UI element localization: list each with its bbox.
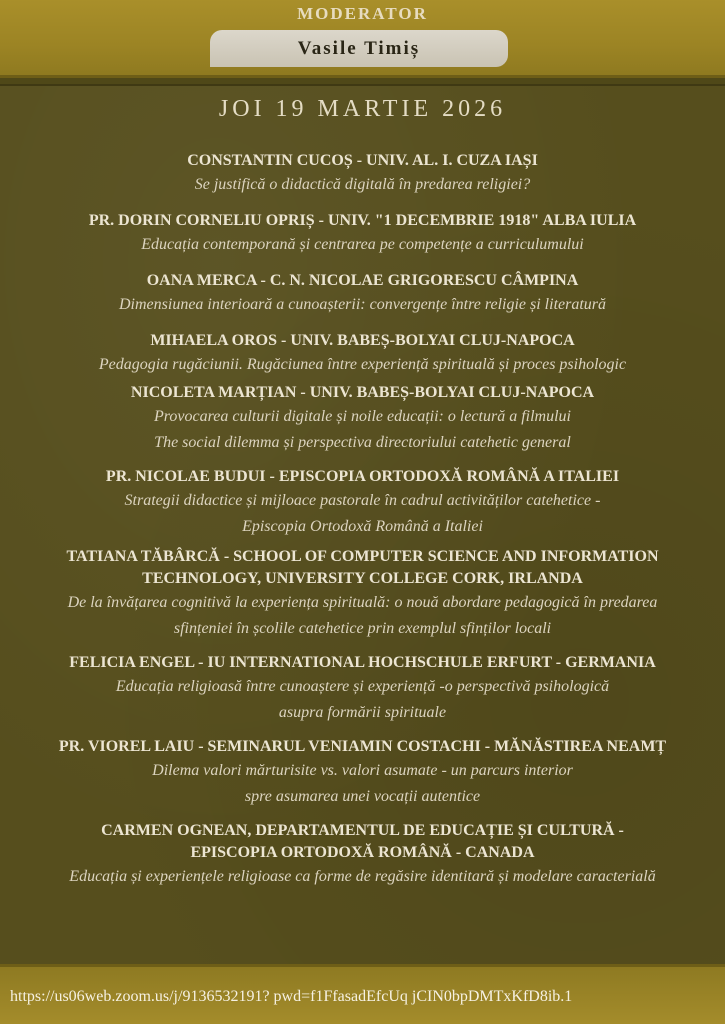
- speaker-list: [0, 150, 725, 890]
- speaker-name: CONSTANTIN CUCOȘ - UNIV. AL. I. CUZA IAȘI: [187, 152, 538, 169]
- talk-title: Educația și experiențele religioase ca forme de regăsire identitară și modelare caracterială: [69, 868, 656, 885]
- speaker-entry: [0, 820, 725, 890]
- speaker-name: PR. VIOREL LAIU - SEMINARUL VENIAMIN COSTACHI - MĂNĂSTIREA NEAMȚ: [58, 738, 667, 755]
- moderator-label: MODERATOR: [297, 4, 428, 23]
- speaker-name: OANA MERCA - C. N. NICOLAE GRIGORESCU CÂMPINA: [146, 272, 579, 289]
- speaker-entry: [0, 382, 725, 456]
- speaker-entry: [0, 546, 725, 642]
- speaker-name: NICOLETA MARȚIAN - UNIV. BABEȘ-BOLYAI CLUJ-NAPOCA: [130, 384, 595, 401]
- speaker-entry: [0, 210, 725, 258]
- speaker-entry: [0, 330, 725, 378]
- speaker-name: PR. DORIN CORNELIU OPRIȘ - UNIV. "1 DECEMBRIE 1918" ALBA IULIA: [88, 212, 637, 229]
- speaker-name: CARMEN OGNEAN, DEPARTAMENTUL DE EDUCAȚIE ȘI CULTURĂ -: [101, 822, 624, 839]
- speaker-entry: [0, 652, 725, 726]
- speaker-name: PR. NICOLAE BUDUI - EPISCOPIA ORTODOXĂ ROMÂNĂ A ITALIEI: [105, 468, 620, 485]
- talk-title: spre asumarea unei vocații autentice: [244, 788, 481, 805]
- speaker-entry: [0, 466, 725, 540]
- speaker-entry: [0, 736, 725, 810]
- talk-title: The social dilemma și perspectiva directoriului catehetic general: [154, 434, 571, 451]
- talk-title: Dimensiunea interioară a cunoașterii: convergențe între religie și literatură: [118, 296, 607, 313]
- speaker-name: TECHNOLOGY, UNIVERSITY COLLEGE CORK, IRLANDA: [142, 570, 583, 587]
- speaker-name: MIHAELA OROS - UNIV. BABEȘ-BOLYAI CLUJ-NAPOCA: [150, 332, 575, 349]
- talk-title: Se justifică o didactică digitală în predarea religiei?: [194, 176, 531, 193]
- moderator-name-badge: [210, 30, 508, 67]
- zoom-meeting-link[interactable]: https://us06web.zoom.us/j/9136532191? pwd=f1FfasadEfcUq jCIN0bpDMTxKfD8ib.1: [10, 988, 573, 1005]
- talk-title: Educația religioasă între cunoaștere și experiență -o perspectivă psihologică: [115, 678, 610, 695]
- talk-title: Pedagogia rugăciunii. Rugăciunea între experiență spirituală și proces psihologic: [98, 356, 627, 373]
- talk-title: Dilema valori mărturisite vs. valori asumate - un parcurs interior: [152, 762, 573, 779]
- talk-title: asupra formării spirituale: [278, 704, 447, 721]
- talk-title: De la învățarea cognitivă la experiența spirituală: o nouă abordare pedagogică în predarea: [67, 594, 658, 611]
- talk-title: Strategii didactice și mijloace pastorale în cadrul activităților catehetice -: [124, 492, 601, 509]
- talk-title: sfințeniei în școlile catehetice prin exemplul sfinților locali: [173, 620, 552, 637]
- talk-title: Provocarea culturii digitale și noile educații: o lectură a filmului: [154, 408, 571, 425]
- moderator-name: Vasile Timiș: [297, 37, 421, 59]
- speaker-entry: [0, 270, 725, 318]
- speaker-name: EPISCOPIA ORTODOXĂ ROMÂNĂ - CANADA: [190, 844, 535, 861]
- speaker-name: FELICIA ENGEL - IU INTERNATIONAL HOCHSCHULE ERFURT - GERMANIA: [69, 654, 656, 671]
- speaker-name: TATIANA TĂBÂRCĂ - SCHOOL OF COMPUTER SCIENCE AND INFORMATION: [66, 548, 659, 565]
- talk-title: Episcopia Ortodoxă Română a Italiei: [242, 518, 483, 535]
- event-date: JOI 19 MARTIE 2026: [218, 96, 507, 122]
- speaker-entry: [0, 150, 725, 198]
- talk-title: Educația contemporană și centrarea pe competențe a curriculumului: [141, 236, 584, 253]
